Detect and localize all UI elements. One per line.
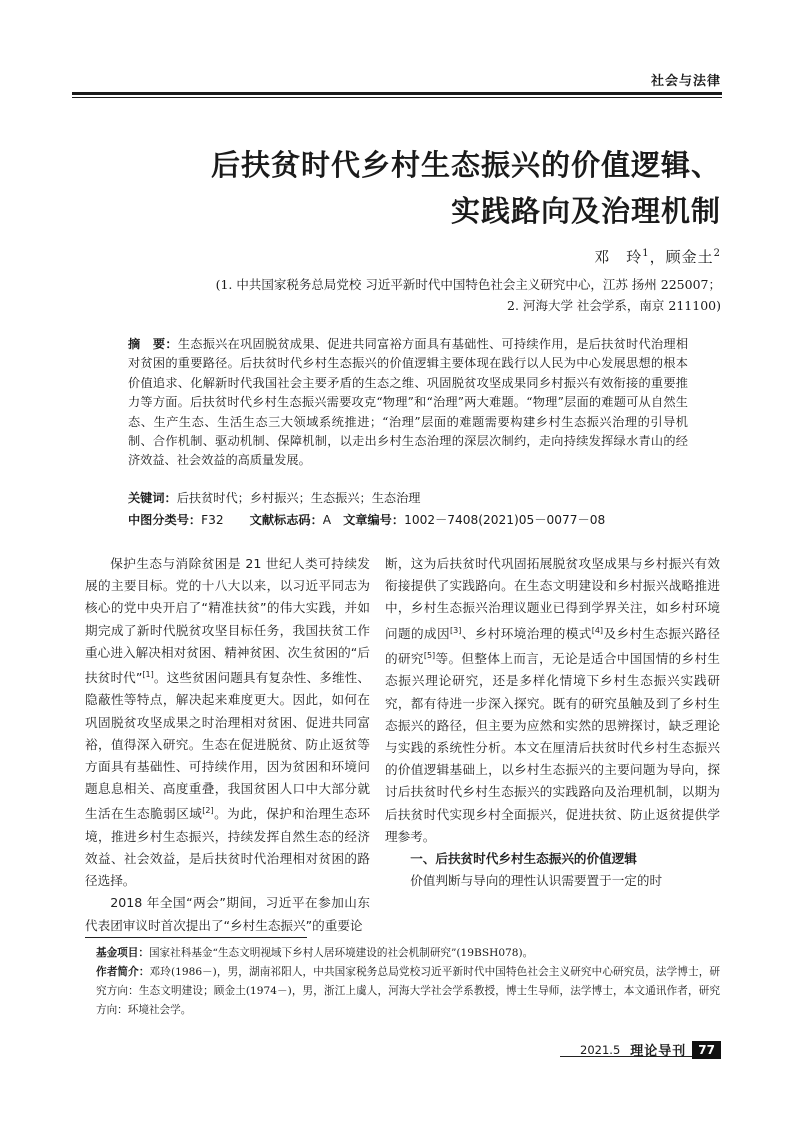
- keywords-text: 后扶贫时代；乡村振兴；生态振兴；生态治理: [176, 491, 421, 505]
- author-bio-note: [96, 963, 720, 1020]
- author-bio-label: 作者简介：: [96, 966, 150, 978]
- clc-label: 中图分类号：: [128, 513, 202, 527]
- citation-ref: [3]: [449, 625, 462, 635]
- title-line-2: 实践路向及治理机制: [450, 194, 721, 228]
- author-list: [594, 246, 721, 267]
- body-column-left: [85, 553, 370, 937]
- paragraph-text: 。为此，保护和治理生态环境，推进乡村生态振兴，持续发挥自然生态的经济效益、社会效益，是后扶贫时代治理相对贫困的路径选择。: [85, 806, 370, 889]
- paragraph-text: 断，这为后扶贫时代巩固拓展脱贫攻坚成果与乡村振兴有效衔接提供了实践路向。在生态文明建设和乡村振兴战略推进中，乡村生态振兴治理议题业已得到学界关注，如乡村环境问题的成因: [385, 556, 720, 641]
- paragraph: 价值判断与导向的理性认识需要置于一定的时: [410, 873, 663, 889]
- author-2-affil: 2: [713, 248, 721, 259]
- citation-ref: [4]: [591, 625, 604, 635]
- clc-value: F32: [201, 513, 224, 527]
- author-bio-text: 邓玲(1986－)，男，湖南祁阳人，中共国家税务总局党校习近平新时代中国特色社会主义研究中心研究员，法学博士，研究方向：生态文明建设；顾金土(1974－)，男，浙江上虞人，河海大学社会学系教授，博士生导师，法学博士，本文通讯作者，研究方向：环境社会学。: [96, 966, 720, 1016]
- page-footer: [580, 1040, 721, 1059]
- article-number-value: 1002－7408(2021)05－0077－08: [404, 513, 606, 527]
- author-2: 顾金土: [665, 248, 714, 266]
- author-separator: ，: [649, 248, 666, 266]
- article-number-label: 文章编号：: [343, 513, 405, 527]
- doc-code-label: 文献标志码：: [249, 513, 323, 527]
- doc-code-value: A: [322, 513, 332, 527]
- citation-ref: [1]: [142, 670, 154, 680]
- section-heading: 一、后扶贫时代乡村生态振兴的价值逻辑: [410, 851, 637, 867]
- affiliations: [216, 274, 721, 316]
- footnote-rule: [85, 937, 307, 938]
- paragraph-text: 保护生态与消除贫困是 21 世纪人类可持续发展的主要目标。党的十八大以来，以习近平同志为核心的党中央开启了“精准扶贫”的伟大实践，并如期完成了新时代脱贫攻坚目标任务，我国扶贫工作重心进入解决相对贫困、精神贫困、次生贫困的“后扶贫时代”: [85, 556, 370, 686]
- journal-section-label: 社会与法律: [650, 74, 721, 89]
- citation-ref: [2]: [202, 806, 214, 816]
- keywords: [128, 489, 421, 506]
- title-line-1: 后扶贫时代乡村生态振兴的价值逻辑、: [210, 148, 721, 182]
- funding-label: 基金项目：: [96, 947, 149, 959]
- paragraph-text: 及乡村生态振兴路径的研究: [385, 625, 721, 667]
- funding-text: 国家社科基金“生态文明视域下乡村人居环境建设的社会机制研究”(19BSH078)。: [148, 947, 534, 959]
- abstract-label: 摘 要：: [128, 337, 178, 351]
- issue-date: 2021.5: [580, 1042, 621, 1057]
- journal-name: 理论导刊: [630, 1044, 687, 1059]
- paragraph: [385, 553, 720, 848]
- abstract: [128, 335, 688, 471]
- paragraph: [85, 553, 370, 892]
- paragraph-text: 、乡村环境治理的模式: [461, 625, 592, 641]
- paragraph-text: 。这些贫困问题具有复杂性、多维性、隐蔽性等特点，解决起来难度更大。因此，如何在巩固脱贫攻坚成果之时治理相对贫困、促进共同富裕，值得深入研究。生态在促进脱贫、防止返贫等方面具有基础性、可持续作用，因为贫困和环境问题息息相关、高度重叠，我国贫困人口中大部分就生活在生态脆弱区域: [85, 670, 370, 822]
- header-rule-thin: [72, 97, 722, 98]
- article-title: [211, 142, 721, 234]
- citation-ref: [5]: [423, 651, 436, 660]
- abstract-text: 生态振兴在巩固脱贫成果、促进共同富裕方面具有基础性、可持续作用，是后扶贫时代治理相对贫困的重要路径。后扶贫时代乡村生态振兴的价值逻辑主要体现在践行以人民为中心发展思想的根本价值追求、化解新时代我国社会主要矛盾的生态之维、巩固脱贫攻坚成果同乡村振兴有效衔接的重要推力等方面。后扶贫时代乡村生态振兴需要攻克“物理”和“治理”两大难题。“物理”层面的难题可从自然生态、生产生态、生活生态三大领域系统推进；“治理”层面的难题需要构建乡村生态振兴治理的引导机制、合作机制、驱动机制、保障机制，以走出乡村生态治理的深层次制约，走向持续发挥绿水青山的经济效益、社会效益的高质量发展。: [128, 337, 689, 468]
- page-number: 77: [692, 1041, 721, 1059]
- affiliation-line-1: (1. 中共国家税务总局党校 习近平新时代中国特色社会主义研究中心，江苏 扬州 225007；: [215, 277, 721, 292]
- body-column-right: [385, 553, 720, 892]
- footnotes: [96, 944, 720, 1020]
- classification-line: [128, 511, 605, 528]
- keywords-label: 关键词：: [128, 491, 177, 505]
- paragraph: 2018 年全国“两会”期间，习近平在参加山东代表团审议时首次提出了“乡村生态振兴”的重要论: [85, 895, 370, 933]
- author-1-affil: 1: [642, 248, 650, 259]
- author-1: 邓 玲: [594, 248, 643, 266]
- funding-note: [96, 944, 720, 963]
- paragraph-text: 等。但整体上而言，无论是适合中国国情的乡村生态振兴理论研究，还是多样化情境下乡村生态振兴实践研究，都有待进一步深入探究。既有的研究虽触及到了乡村生态振兴的路径，但主要为应然和实然的思辨探讨，缺乏理论与实践的系统性分析。本文在厘清后扶贫时代乡村生态振兴的价值逻辑基础上，以乡村生态振兴的主要问题为导向，探讨后扶贫时代乡村生态振兴的实践路向及治理机制，以期为后扶贫时代实现乡村全面振兴，促进扶贫、防止返贫提供学理参考。: [385, 651, 721, 844]
- header-rule-thick: [72, 92, 722, 95]
- affiliation-line-2: 2. 河海大学 社会学系，南京 211100): [507, 298, 721, 313]
